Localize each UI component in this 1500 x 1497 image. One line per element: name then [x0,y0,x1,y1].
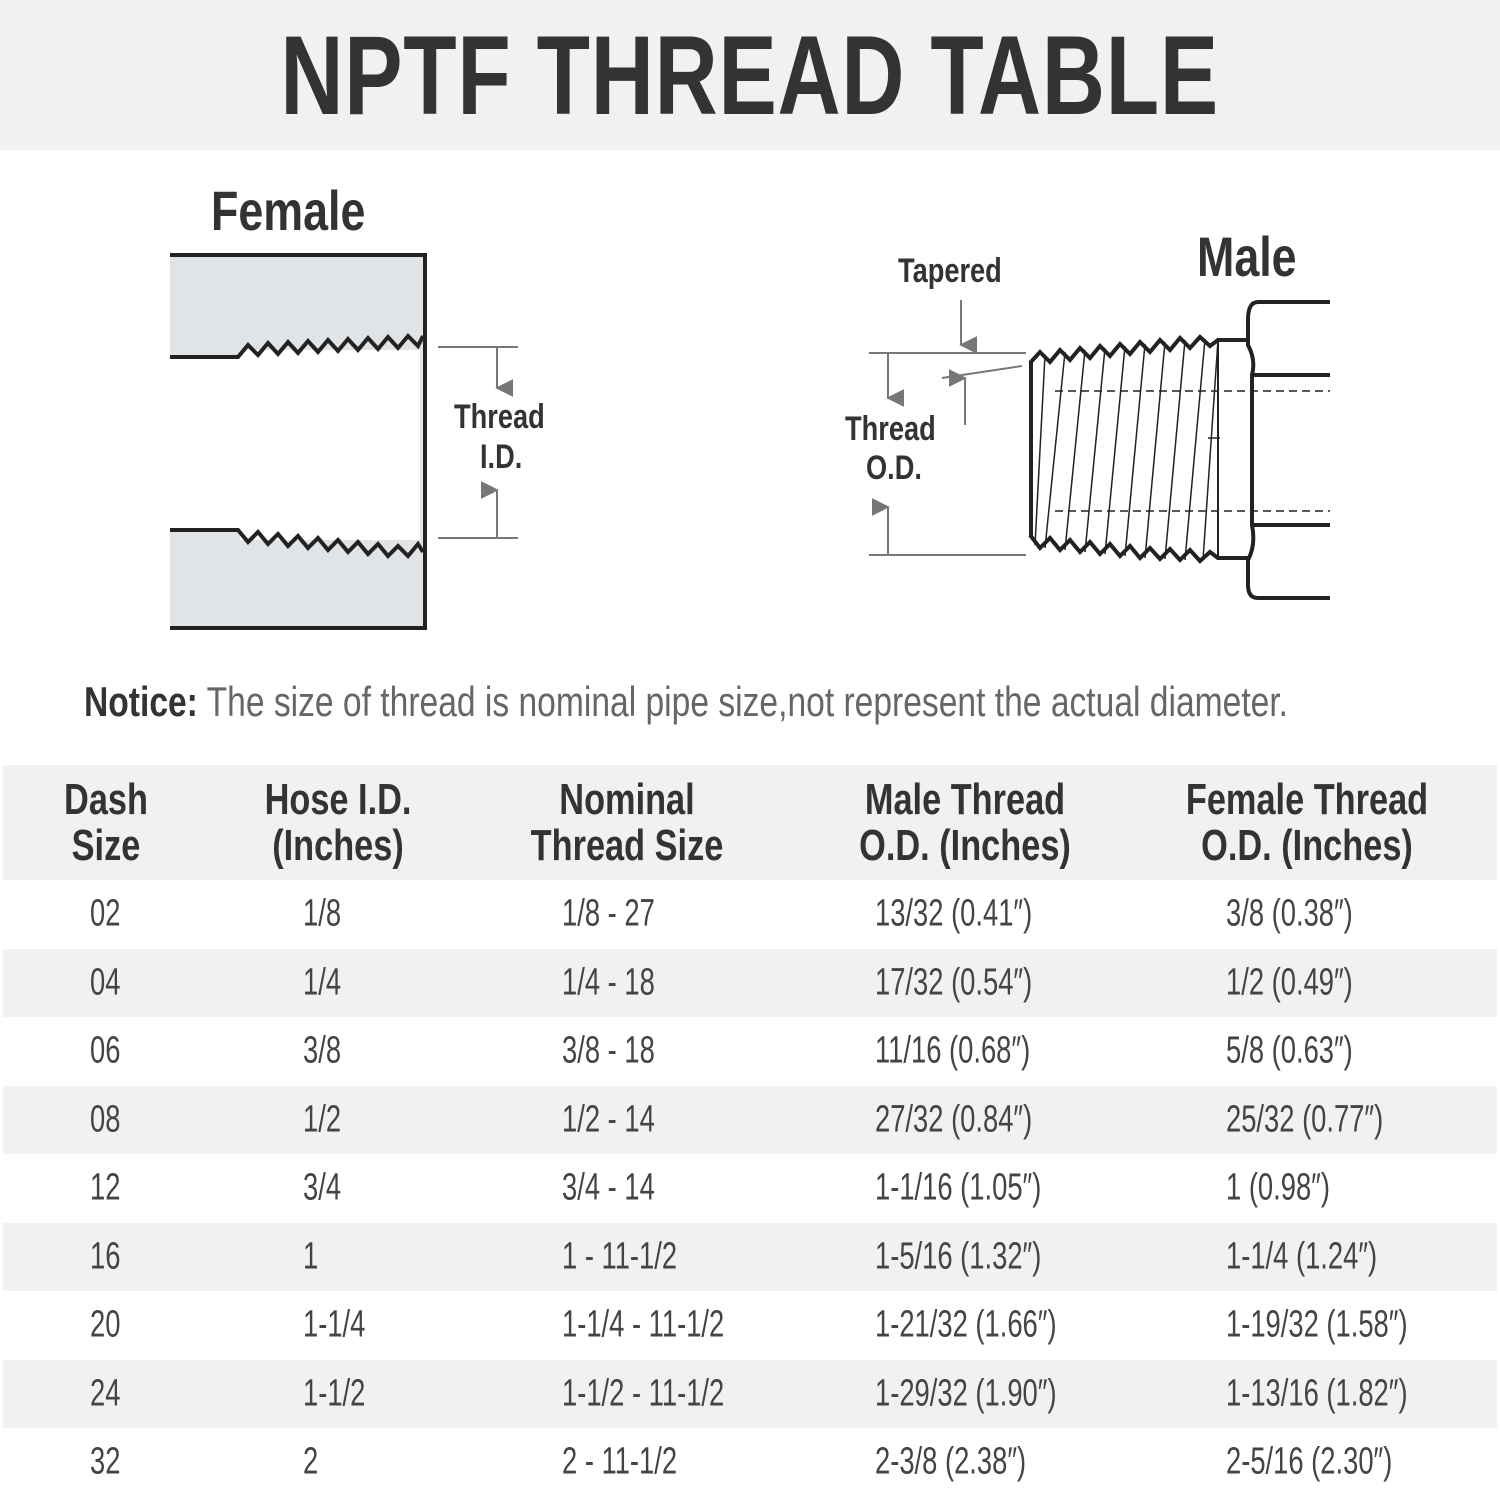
table-cell: 1-13/16 (1.82″) [1226,1372,1408,1415]
thread-diagram [0,150,1500,765]
table-cell: 1 - 11-1/2 [562,1235,678,1278]
table-cell: 1-5/16 (1.32″) [875,1235,1042,1278]
table-row [3,1223,1497,1292]
thread-od-label-line2: O.D. [866,449,922,487]
notice [84,678,1288,726]
table-cell: 1/2 - 14 [562,1098,655,1141]
column-header-line: Dash [64,775,148,824]
table-cell: 2-3/8 (2.38″) [875,1440,1027,1483]
column-header-line: Hose I.D. [264,775,412,824]
table-header [3,765,1497,880]
table-row [3,880,1497,949]
table-cell: 12 [90,1166,121,1209]
column-header [531,777,724,869]
column-header-line: Male Thread [864,775,1066,824]
table-cell: 17/32 (0.54″) [875,961,1033,1004]
table-cell: 20 [90,1303,121,1346]
table-cell: 1 [303,1235,319,1278]
table-cell: 16 [90,1235,121,1278]
table-cell: 04 [90,961,121,1004]
table-cell: 1-1/4 - 11-1/2 [562,1303,725,1346]
table-row [3,1017,1497,1086]
table-row [3,1086,1497,1155]
table-cell: 25/32 (0.77″) [1226,1098,1384,1141]
table-cell: 08 [90,1098,121,1141]
table-cell: 2 [303,1440,319,1483]
table-cell: 5/8 (0.63″) [1226,1029,1353,1072]
table-cell: 2 - 11-1/2 [562,1440,678,1483]
table-row [3,1291,1497,1360]
table-cell: 2-5/16 (2.30″) [1226,1440,1393,1483]
table-body [3,880,1497,1497]
female-label: Female [211,179,366,242]
table-cell: 1/4 - 18 [562,961,655,1004]
table-cell: 13/32 (0.41″) [875,892,1033,935]
column-header [265,777,412,869]
male-fitting-drawing [1030,302,1330,598]
table-cell: 27/32 (0.84″) [875,1098,1033,1141]
thread-id-label-line2: I.D. [480,438,523,476]
table-cell: 3/8 (0.38″) [1226,892,1353,935]
column-header-line: Female Thread [1185,775,1429,824]
column-header-line: O.D. (Inches) [1201,821,1413,870]
table-cell: 1 (0.98″) [1226,1166,1330,1209]
table-cell: 32 [90,1440,121,1483]
column-header-line: Nominal [559,775,695,824]
column-header-line: Size [71,821,141,870]
thread-id-label-line1: Thread [454,398,545,436]
column-header-line: Thread Size [530,821,724,870]
table-cell: 1-1/16 (1.05″) [875,1166,1042,1209]
table-cell: 1-1/2 [303,1372,366,1415]
column-header-line: (Inches) [272,821,404,870]
table-cell: 1-19/32 (1.58″) [1226,1303,1408,1346]
thread-od-label-line1: Thread [845,410,936,448]
table-cell: 1-1/2 - 11-1/2 [562,1372,725,1415]
table-cell: 1/4 [303,961,342,1004]
column-header [64,777,148,869]
table-cell: 1-1/4 (1.24″) [1226,1235,1378,1278]
table-cell: 1-29/32 (1.90″) [875,1372,1057,1415]
table-cell: 06 [90,1029,121,1072]
table-cell: 3/8 - 18 [562,1029,655,1072]
table-cell: 1/2 [303,1098,342,1141]
notice-label: Notice: [84,678,198,725]
table-cell: 1-1/4 [303,1303,366,1346]
column-header [1186,777,1428,869]
female-fitting-drawing [170,255,425,628]
table-row [3,949,1497,1018]
table-cell: 1/8 [303,892,342,935]
male-label: Male [1197,225,1297,288]
notice-text: The size of thread is nominal pipe size,not represent the actual diameter. [197,678,1289,725]
table-cell: 3/8 [303,1029,342,1072]
table-cell: 3/4 - 14 [562,1166,655,1209]
page-title: NPTF THREAD TABLE [280,12,1220,138]
table-cell: 11/16 (0.68″) [875,1029,1031,1072]
table-cell: 24 [90,1372,121,1415]
column-header [859,777,1071,869]
title-band [0,0,1500,150]
table-row [3,1428,1497,1497]
tapered-label: Tapered [898,252,1002,290]
column-header-line: O.D. (Inches) [859,821,1071,870]
table-cell: 02 [90,892,121,935]
thread-table [3,765,1497,1497]
table-cell: 1/2 (0.49″) [1226,961,1353,1004]
table-cell: 1-21/32 (1.66″) [875,1303,1057,1346]
table-cell: 1/8 - 27 [562,892,655,935]
table-cell: 3/4 [303,1166,342,1209]
table-row [3,1360,1497,1429]
table-row [3,1154,1497,1223]
